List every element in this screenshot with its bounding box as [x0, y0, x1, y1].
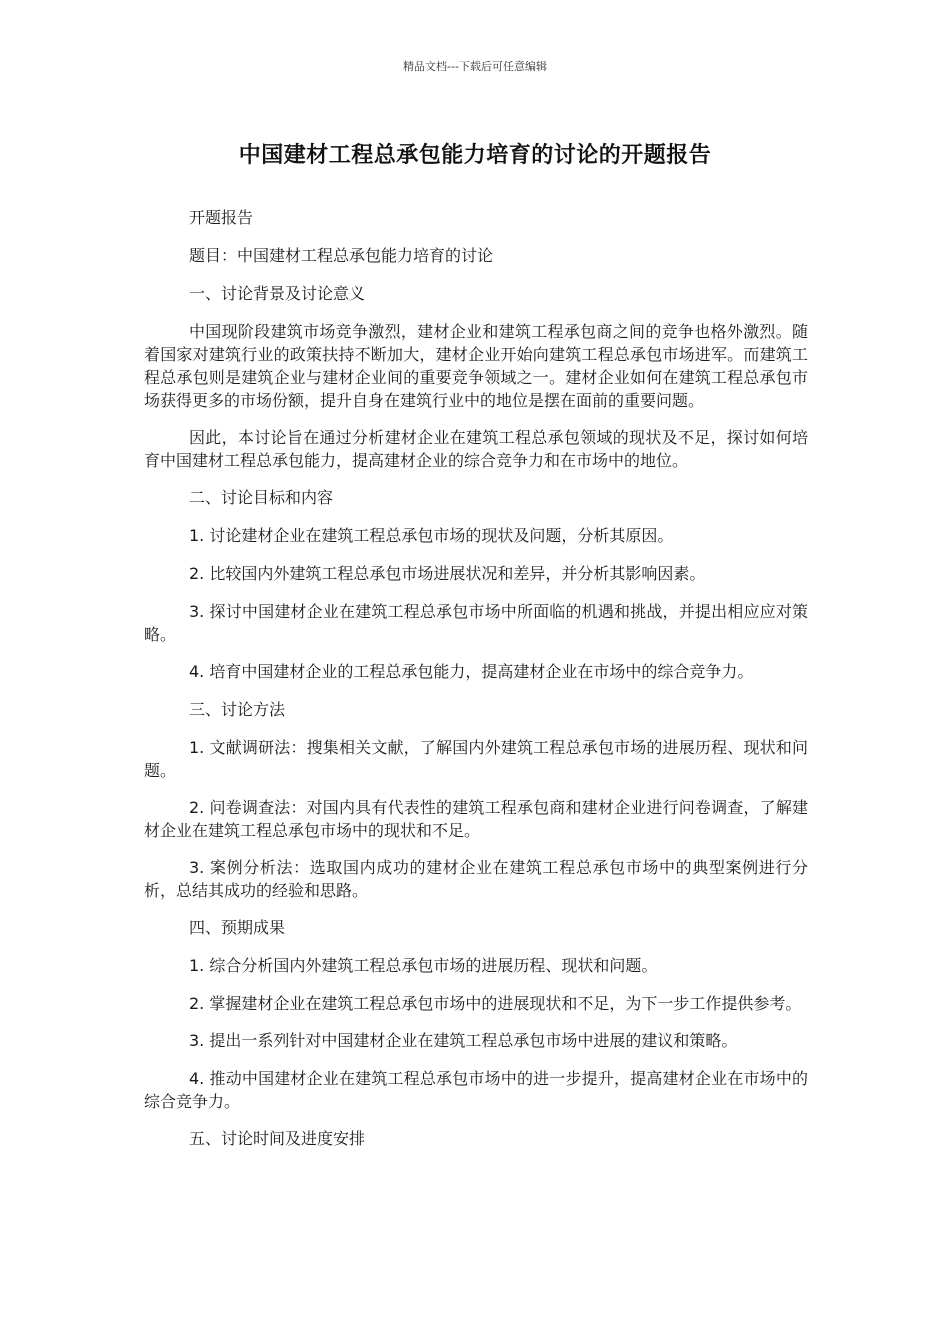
section-label: 开题报告	[189, 208, 254, 227]
section-heading-3: 三、讨论方法	[189, 700, 286, 719]
goal-item-1: 1. 讨论建材企业在建筑工程总承包市场的现状及问题，分析其原因。	[189, 526, 674, 545]
method-item-1: 1. 文献调研法：搜集相关文献，了解国内外建筑工程总承包市场的进展历程、现状和问题。	[144, 738, 808, 780]
method-item-3: 3. 案例分析法：选取国内成功的建材企业在建筑工程总承包市场中的典型案例进行分析，总结其成功的经验和思路。	[144, 858, 808, 900]
purpose-paragraph: 因此，本讨论旨在通过分析建材企业在建筑工程总承包领域的现状及不足，探讨如何培育中国建材工程总承包能力，提高建材企业的综合竞争力和在市场中的地位。	[144, 428, 808, 470]
section-heading-5: 五、讨论时间及进度安排	[189, 1129, 366, 1148]
document-title: 中国建材工程总承包能力培育的讨论的开题报告	[238, 143, 712, 168]
method-item-2: 2. 问卷调查法：对国内具有代表性的建筑工程承包商和建材企业进行问卷调查，了解建材企业在建筑工程总承包市场中的现状和不足。	[144, 798, 808, 840]
goal-item-3: 3. 探讨中国建材企业在建筑工程总承包市场中所面临的机遇和挑战，并提出相应应对策略。	[144, 602, 808, 644]
header-note: 精品文档---下载后可任意编辑	[403, 60, 547, 73]
result-item-4: 4. 推动中国建材企业在建筑工程总承包市场中的进一步提升，提高建材企业在市场中的综合竞争力。	[144, 1069, 808, 1111]
section-heading-1: 一、讨论背景及讨论意义	[189, 284, 366, 303]
section-heading-2: 二、讨论目标和内容	[189, 488, 334, 507]
result-item-1: 1. 综合分析国内外建筑工程总承包市场的进展历程、现状和问题。	[189, 956, 658, 975]
document-body	[144, 206, 808, 1165]
result-item-2: 2. 掌握建材企业在建筑工程总承包市场中的进展现状和不足，为下一步工作提供参考。	[189, 994, 802, 1013]
topic-line: 题目：中国建材工程总承包能力培育的讨论	[189, 246, 494, 265]
goal-item-2: 2. 比较国内外建筑工程总承包市场进展状况和差异，并分析其影响因素。	[189, 564, 706, 583]
goal-item-4: 4. 培育中国建材企业的工程总承包能力，提高建材企业在市场中的综合竞争力。	[189, 662, 754, 681]
background-paragraph: 中国现阶段建筑市场竞争激烈，建材企业和建筑工程承包商之间的竞争也格外激烈。随着国家对建筑行业的政策扶持不断加大，建材企业开始向建筑工程总承包市场进军。而建筑工程总承包则是建筑企业与建材企业间的重要竞争领域之一。建材企业如何在建筑工程总承包市场获得更多的市场份额，提升自身在建筑行业中的地位是摆在面前的重要问题。	[144, 322, 808, 410]
section-heading-4: 四、预期成果	[189, 918, 286, 937]
result-item-3: 3. 提出一系列针对中国建材企业在建筑工程总承包市场中进展的建议和策略。	[189, 1031, 738, 1050]
